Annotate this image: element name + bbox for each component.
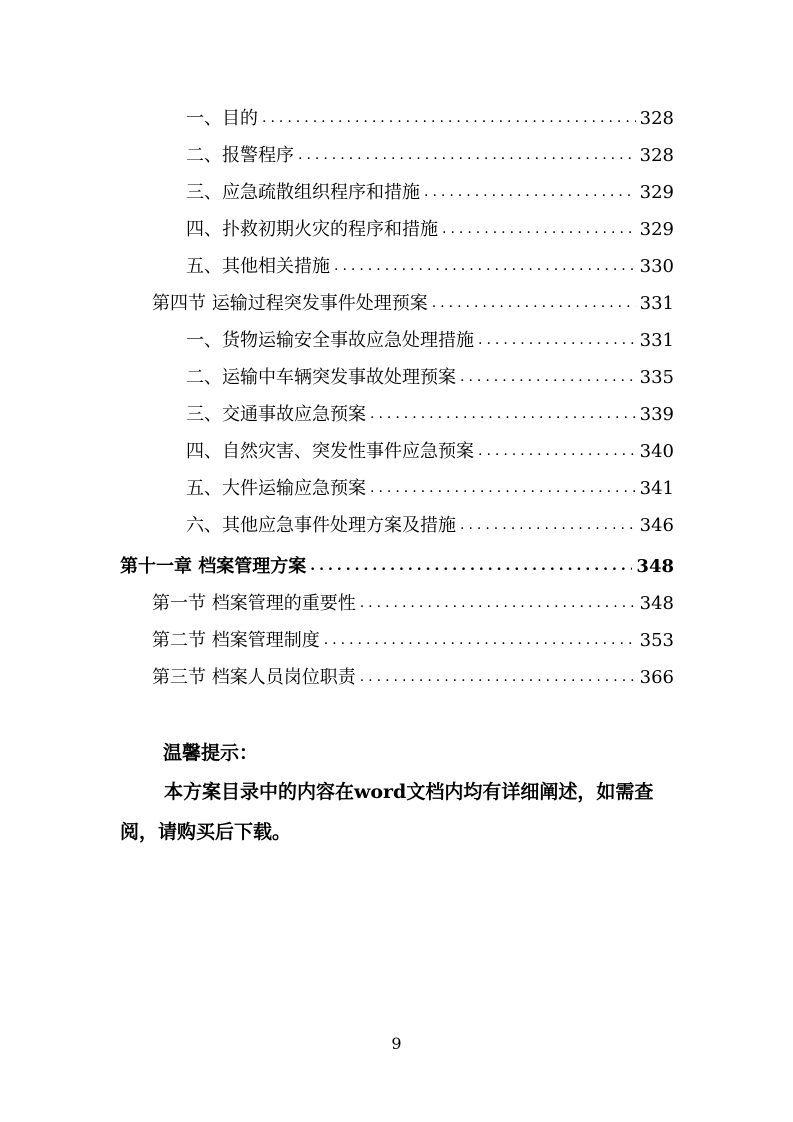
- toc-entry[interactable]: [186, 470, 674, 507]
- toc-entry-page: 339: [639, 404, 674, 425]
- toc-entry[interactable]: [186, 507, 674, 544]
- toc-entry-title: 第三节 档案人员岗位职责: [152, 667, 356, 688]
- toc-leader-dots: [460, 507, 636, 544]
- notice-body: 本方案目录中的内容在word文档内均有详细阐述，如需查阅，请购买后下载。: [120, 781, 654, 843]
- toc-entry[interactable]: [186, 137, 674, 174]
- toc-section-entry[interactable]: [152, 622, 674, 659]
- toc-leader-dots: [370, 470, 636, 507]
- toc-leader-dots: [360, 585, 636, 622]
- toc-entry-page: 340: [639, 441, 674, 462]
- toc-entry[interactable]: [186, 322, 674, 359]
- toc-leader-dots: [424, 174, 636, 211]
- toc-entry[interactable]: [186, 396, 674, 433]
- toc-entry-title: 二、报警程序: [186, 145, 294, 166]
- toc-leader-dots: [334, 248, 636, 285]
- toc-entry-page: 330: [639, 256, 674, 277]
- toc-entry-page: 366: [639, 667, 674, 688]
- toc-entry-title: 第十一章 档案管理方案: [120, 556, 307, 577]
- toc-entry-page: 328: [639, 108, 674, 129]
- toc-entry-page: 329: [639, 182, 674, 203]
- toc-entry[interactable]: [186, 433, 674, 470]
- toc-entry-page: 348: [639, 593, 674, 614]
- toc-entry-title: 四、扑救初期火灾的程序和措施: [186, 219, 438, 240]
- toc-entry-page: 331: [639, 330, 674, 351]
- toc-entry[interactable]: [186, 100, 674, 137]
- toc-entry-title: 第四节 运输过程突发事件处理预案: [152, 293, 428, 314]
- toc-entry-title: 二、运输中车辆突发事故处理预案: [186, 367, 456, 388]
- toc-entry-page: 341: [639, 478, 674, 499]
- toc-leader-dots: [460, 359, 636, 396]
- toc-entry[interactable]: [186, 211, 674, 248]
- toc-leader-dots: [478, 433, 636, 470]
- toc-entry-page: 331: [639, 293, 674, 314]
- toc-section-entry[interactable]: [152, 285, 674, 322]
- toc-leader-dots: [370, 396, 636, 433]
- toc-entry-title: 五、大件运输应急预案: [186, 478, 366, 499]
- toc-entry-title: 四、自然灾害、突发性事件应急预案: [186, 441, 474, 462]
- toc-entry[interactable]: [186, 248, 674, 285]
- toc-entry-title: 三、应急疏散组织程序和措施: [186, 182, 420, 203]
- toc-entry-title: 第一节 档案管理的重要性: [152, 593, 356, 614]
- toc-leader-dots: [360, 659, 636, 696]
- toc-entry-title: 一、货物运输安全事故应急处理措施: [186, 330, 474, 351]
- toc-entry-title: 第二节 档案管理制度: [152, 630, 320, 651]
- toc-chapter-entry[interactable]: [120, 548, 674, 585]
- toc-entry-page: 328: [639, 145, 674, 166]
- toc-entry-page: 348: [636, 556, 674, 577]
- notice-title: 温馨提示：: [163, 742, 259, 764]
- toc-entry[interactable]: [186, 174, 674, 211]
- toc-leader-dots: [478, 322, 636, 359]
- toc-entry-page: 353: [639, 630, 674, 651]
- toc-entry[interactable]: [186, 359, 674, 396]
- toc-leader-dots: [298, 137, 636, 174]
- toc-entry-title: 六、其他应急事件处理方案及措施: [186, 515, 456, 536]
- toc-section-entry[interactable]: [152, 585, 674, 622]
- toc-leader-dots: [262, 100, 636, 137]
- page-number: 9: [391, 1034, 402, 1053]
- toc-entry-title: 一、目的: [186, 108, 258, 129]
- toc-leader-dots: [432, 285, 636, 322]
- toc-leader-dots: [442, 211, 636, 248]
- toc-leader-dots: [310, 548, 632, 585]
- toc-entry-page: 346: [639, 515, 674, 536]
- toc-entry-page: 329: [639, 219, 674, 240]
- toc-section-entry[interactable]: [152, 659, 674, 696]
- toc-entry-title: 三、交通事故应急预案: [186, 404, 366, 425]
- toc-entry-page: 335: [639, 367, 674, 388]
- toc-leader-dots: [324, 622, 636, 659]
- toc-entry-title: 五、其他相关措施: [186, 256, 330, 277]
